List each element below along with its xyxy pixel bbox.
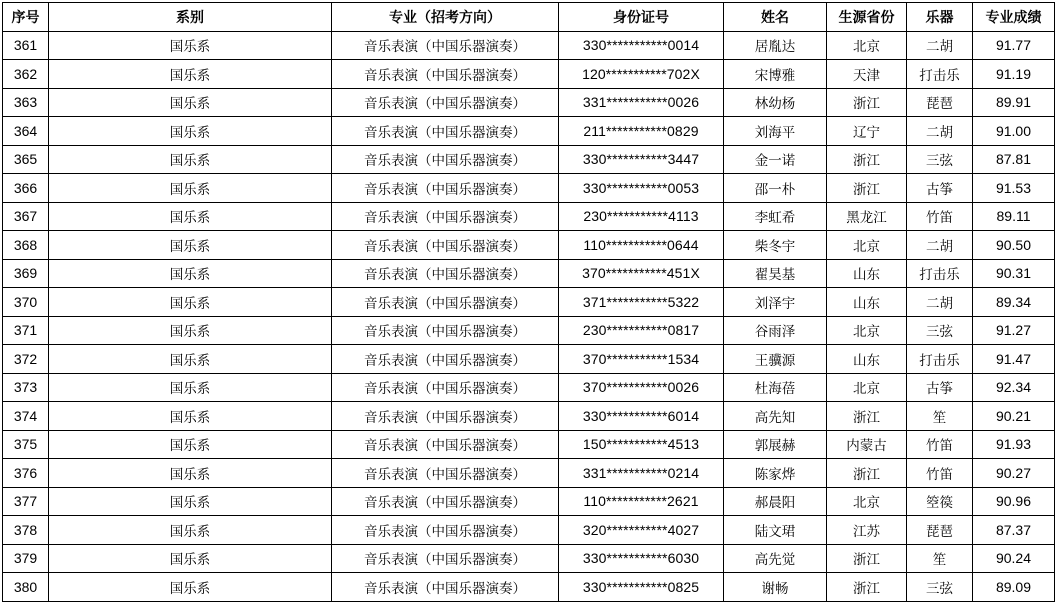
cell-province: 浙江: [827, 459, 907, 488]
cell-major: 音乐表演（中国乐器演奏）: [332, 31, 559, 60]
cell-name: 居胤达: [724, 31, 827, 60]
cell-name: 林幼杨: [724, 88, 827, 117]
header-department: 系别: [49, 3, 332, 32]
cell-index: 363: [3, 88, 49, 117]
cell-score: 90.24: [973, 544, 1055, 573]
cell-name: 高先知: [724, 402, 827, 431]
results-table-container: [2, 2, 1055, 602]
cell-name: 柴冬宇: [724, 231, 827, 260]
cell-department: 国乐系: [49, 373, 332, 402]
cell-score: 87.37: [973, 516, 1055, 545]
cell-score: 89.09: [973, 573, 1055, 602]
cell-department: 国乐系: [49, 145, 332, 174]
cell-province: 黑龙江: [827, 202, 907, 231]
table-row: [3, 145, 1055, 174]
cell-name: 谢畅: [724, 573, 827, 602]
cell-instrument: 三弦: [907, 573, 973, 602]
cell-province: 浙江: [827, 145, 907, 174]
cell-index: 372: [3, 345, 49, 374]
cell-index: 379: [3, 544, 49, 573]
cell-province: 北京: [827, 31, 907, 60]
cell-index: 361: [3, 31, 49, 60]
cell-id-number: 330***********0014: [559, 31, 724, 60]
cell-name: 郭展赫: [724, 430, 827, 459]
cell-index: 376: [3, 459, 49, 488]
cell-department: 国乐系: [49, 459, 332, 488]
cell-id-number: 320***********4027: [559, 516, 724, 545]
cell-id-number: 331***********0214: [559, 459, 724, 488]
cell-index: 367: [3, 202, 49, 231]
cell-major: 音乐表演（中国乐器演奏）: [332, 60, 559, 89]
cell-instrument: 古筝: [907, 174, 973, 203]
cell-index: 368: [3, 231, 49, 260]
table-row: [3, 88, 1055, 117]
cell-id-number: 110***********2621: [559, 487, 724, 516]
cell-department: 国乐系: [49, 288, 332, 317]
cell-index: 369: [3, 259, 49, 288]
cell-id-number: 211***********0829: [559, 117, 724, 146]
table-row: [3, 544, 1055, 573]
cell-major: 音乐表演（中国乐器演奏）: [332, 88, 559, 117]
table-row: [3, 316, 1055, 345]
cell-instrument: 三弦: [907, 145, 973, 174]
cell-major: 音乐表演（中国乐器演奏）: [332, 345, 559, 374]
cell-id-number: 370***********0026: [559, 373, 724, 402]
cell-instrument: 竹笛: [907, 459, 973, 488]
cell-id-number: 330***********0053: [559, 174, 724, 203]
cell-instrument: 琵琶: [907, 516, 973, 545]
cell-department: 国乐系: [49, 60, 332, 89]
cell-instrument: 打击乐: [907, 345, 973, 374]
cell-id-number: 330***********6014: [559, 402, 724, 431]
cell-instrument: 箜篌: [907, 487, 973, 516]
table-row: [3, 373, 1055, 402]
cell-major: 音乐表演（中国乐器演奏）: [332, 259, 559, 288]
cell-department: 国乐系: [49, 88, 332, 117]
cell-score: 91.47: [973, 345, 1055, 374]
table-row: [3, 202, 1055, 231]
cell-index: 375: [3, 430, 49, 459]
cell-index: 362: [3, 60, 49, 89]
cell-province: 浙江: [827, 573, 907, 602]
cell-id-number: 110***********0644: [559, 231, 724, 260]
table-header-row: [3, 3, 1055, 32]
cell-department: 国乐系: [49, 487, 332, 516]
cell-index: 380: [3, 573, 49, 602]
header-major: 专业（招考方向）: [332, 3, 559, 32]
cell-score: 90.21: [973, 402, 1055, 431]
cell-major: 音乐表演（中国乐器演奏）: [332, 430, 559, 459]
cell-province: 辽宁: [827, 117, 907, 146]
cell-score: 91.93: [973, 430, 1055, 459]
cell-id-number: 370***********451X: [559, 259, 724, 288]
cell-instrument: 笙: [907, 402, 973, 431]
cell-name: 谷雨泽: [724, 316, 827, 345]
cell-major: 音乐表演（中国乐器演奏）: [332, 145, 559, 174]
cell-province: 江苏: [827, 516, 907, 545]
cell-major: 音乐表演（中国乐器演奏）: [332, 174, 559, 203]
table-row: [3, 117, 1055, 146]
cell-province: 浙江: [827, 88, 907, 117]
cell-index: 365: [3, 145, 49, 174]
cell-index: 371: [3, 316, 49, 345]
cell-department: 国乐系: [49, 345, 332, 374]
cell-major: 音乐表演（中国乐器演奏）: [332, 288, 559, 317]
table-row: [3, 402, 1055, 431]
cell-major: 音乐表演（中国乐器演奏）: [332, 231, 559, 260]
cell-id-number: 370***********1534: [559, 345, 724, 374]
table-row: [3, 573, 1055, 602]
cell-province: 山东: [827, 345, 907, 374]
cell-major: 音乐表演（中国乐器演奏）: [332, 202, 559, 231]
cell-instrument: 打击乐: [907, 259, 973, 288]
cell-department: 国乐系: [49, 117, 332, 146]
cell-province: 内蒙古: [827, 430, 907, 459]
cell-instrument: 打击乐: [907, 60, 973, 89]
cell-instrument: 古筝: [907, 373, 973, 402]
cell-instrument: 二胡: [907, 288, 973, 317]
cell-id-number: 331***********0026: [559, 88, 724, 117]
cell-department: 国乐系: [49, 516, 332, 545]
cell-department: 国乐系: [49, 31, 332, 60]
cell-name: 高先觉: [724, 544, 827, 573]
cell-instrument: 竹笛: [907, 430, 973, 459]
cell-id-number: 150***********4513: [559, 430, 724, 459]
cell-name: 金一诺: [724, 145, 827, 174]
header-score: 专业成绩: [973, 3, 1055, 32]
cell-score: 90.27: [973, 459, 1055, 488]
cell-name: 邵一朴: [724, 174, 827, 203]
cell-department: 国乐系: [49, 402, 332, 431]
cell-id-number: 330***********3447: [559, 145, 724, 174]
cell-name: 陈家烨: [724, 459, 827, 488]
cell-instrument: 二胡: [907, 231, 973, 260]
cell-province: 浙江: [827, 402, 907, 431]
cell-score: 89.91: [973, 88, 1055, 117]
cell-index: 370: [3, 288, 49, 317]
cell-department: 国乐系: [49, 259, 332, 288]
cell-instrument: 琵琶: [907, 88, 973, 117]
cell-score: 91.77: [973, 31, 1055, 60]
table-row: [3, 60, 1055, 89]
table-row: [3, 459, 1055, 488]
cell-score: 89.34: [973, 288, 1055, 317]
cell-major: 音乐表演（中国乐器演奏）: [332, 316, 559, 345]
cell-index: 374: [3, 402, 49, 431]
cell-name: 宋博雅: [724, 60, 827, 89]
cell-index: 373: [3, 373, 49, 402]
cell-major: 音乐表演（中国乐器演奏）: [332, 373, 559, 402]
cell-name: 李虹希: [724, 202, 827, 231]
cell-instrument: 竹笛: [907, 202, 973, 231]
cell-province: 浙江: [827, 544, 907, 573]
cell-name: 陆文珺: [724, 516, 827, 545]
cell-major: 音乐表演（中国乐器演奏）: [332, 487, 559, 516]
table-row: [3, 430, 1055, 459]
cell-department: 国乐系: [49, 430, 332, 459]
cell-instrument: 二胡: [907, 31, 973, 60]
cell-score: 89.11: [973, 202, 1055, 231]
cell-score: 90.96: [973, 487, 1055, 516]
header-name: 姓名: [724, 3, 827, 32]
cell-instrument: 笙: [907, 544, 973, 573]
cell-score: 90.31: [973, 259, 1055, 288]
cell-major: 音乐表演（中国乐器演奏）: [332, 117, 559, 146]
header-province: 生源省份: [827, 3, 907, 32]
cell-province: 北京: [827, 316, 907, 345]
cell-province: 山东: [827, 259, 907, 288]
table-row: [3, 345, 1055, 374]
cell-major: 音乐表演（中国乐器演奏）: [332, 516, 559, 545]
cell-score: 90.50: [973, 231, 1055, 260]
cell-province: 北京: [827, 487, 907, 516]
cell-province: 天津: [827, 60, 907, 89]
cell-id-number: 330***********0825: [559, 573, 724, 602]
table-row: [3, 231, 1055, 260]
cell-province: 北京: [827, 231, 907, 260]
cell-id-number: 230***********0817: [559, 316, 724, 345]
cell-department: 国乐系: [49, 174, 332, 203]
cell-name: 王骥源: [724, 345, 827, 374]
cell-score: 91.19: [973, 60, 1055, 89]
table-row: [3, 31, 1055, 60]
cell-score: 91.00: [973, 117, 1055, 146]
cell-score: 87.81: [973, 145, 1055, 174]
cell-province: 浙江: [827, 174, 907, 203]
cell-id-number: 120***********702X: [559, 60, 724, 89]
cell-province: 北京: [827, 373, 907, 402]
cell-instrument: 二胡: [907, 117, 973, 146]
cell-index: 378: [3, 516, 49, 545]
cell-department: 国乐系: [49, 544, 332, 573]
results-table: [2, 2, 1055, 602]
cell-major: 音乐表演（中国乐器演奏）: [332, 459, 559, 488]
cell-id-number: 330***********6030: [559, 544, 724, 573]
cell-department: 国乐系: [49, 202, 332, 231]
cell-index: 366: [3, 174, 49, 203]
header-id-number: 身份证号: [559, 3, 724, 32]
cell-major: 音乐表演（中国乐器演奏）: [332, 402, 559, 431]
cell-major: 音乐表演（中国乐器演奏）: [332, 544, 559, 573]
table-row: [3, 288, 1055, 317]
cell-name: 刘海平: [724, 117, 827, 146]
cell-score: 91.53: [973, 174, 1055, 203]
cell-name: 刘泽宇: [724, 288, 827, 317]
table-body: [3, 31, 1055, 601]
cell-score: 92.34: [973, 373, 1055, 402]
cell-id-number: 371***********5322: [559, 288, 724, 317]
header-index: 序号: [3, 3, 49, 32]
cell-instrument: 三弦: [907, 316, 973, 345]
cell-name: 杜海蓓: [724, 373, 827, 402]
cell-name: 郝晨阳: [724, 487, 827, 516]
header-instrument: 乐器: [907, 3, 973, 32]
table-row: [3, 516, 1055, 545]
cell-index: 377: [3, 487, 49, 516]
cell-major: 音乐表演（中国乐器演奏）: [332, 573, 559, 602]
cell-name: 翟昊基: [724, 259, 827, 288]
cell-department: 国乐系: [49, 316, 332, 345]
cell-id-number: 230***********4113: [559, 202, 724, 231]
cell-score: 91.27: [973, 316, 1055, 345]
table-row: [3, 487, 1055, 516]
cell-index: 364: [3, 117, 49, 146]
cell-province: 山东: [827, 288, 907, 317]
table-row: [3, 259, 1055, 288]
cell-department: 国乐系: [49, 231, 332, 260]
cell-department: 国乐系: [49, 573, 332, 602]
table-row: [3, 174, 1055, 203]
